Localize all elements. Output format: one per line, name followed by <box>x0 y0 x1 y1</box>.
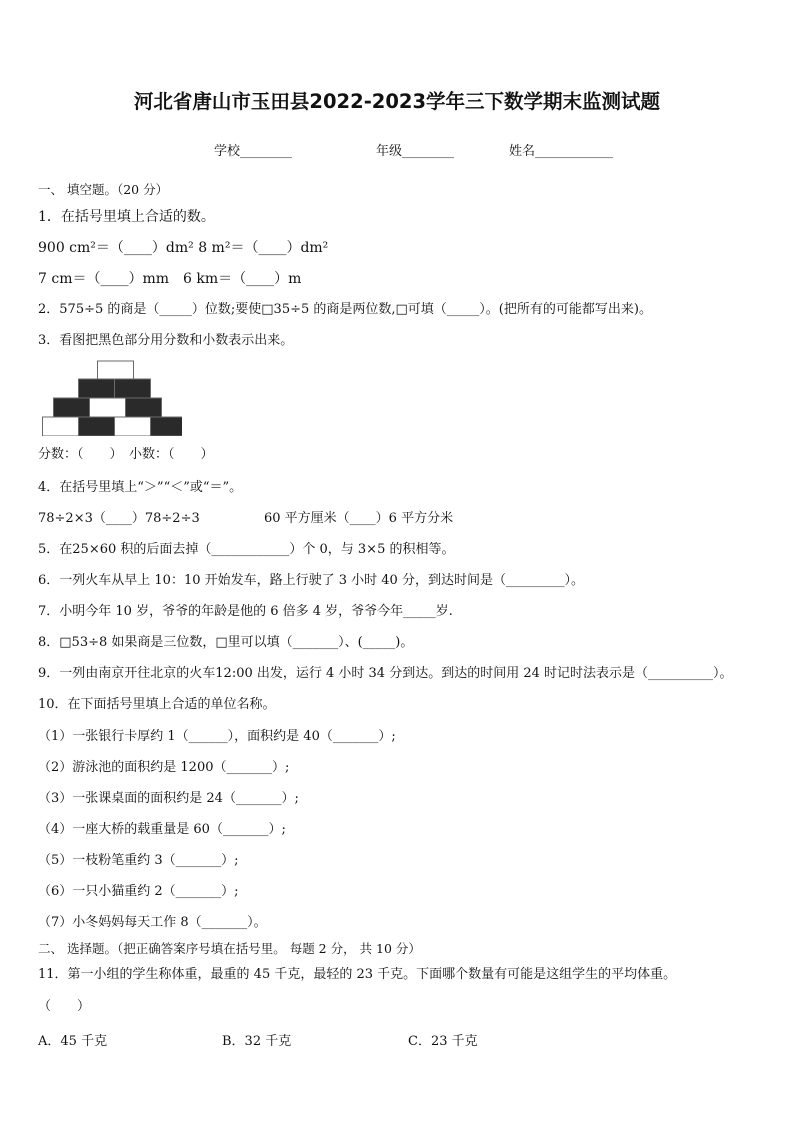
white-brick <box>90 398 126 417</box>
question-9: 9．一列由南京开往北京的火车12:00 出发，运行 4 小时 34 分到达。到达的时间用 24 时记时法表示是（__________）。 <box>38 666 733 681</box>
black-brick <box>79 379 115 398</box>
question-4-line-b: 60 平方厘米（____）6 平方分米 <box>264 511 454 526</box>
black-brick <box>54 398 90 417</box>
white-brick <box>98 361 134 380</box>
question-8: 8．□53÷8 如果商是三位数，□里可以填（_______）、(_____)。 <box>38 635 414 650</box>
question-10: 10．在下面括号里填上合适的单位名称。 <box>38 697 276 712</box>
question-1-line-1: 900 cm²＝（____）dm² 8 m²＝（____）dm² <box>38 240 329 256</box>
question-3-answer: 分数：（ ） 小数：（ ） <box>38 447 214 462</box>
question-5: 5．在25×60 积的后面去掉（____________）个 0，与 3×5 的积相等。 <box>38 542 455 557</box>
brick-figure <box>42 360 182 436</box>
school-field: 学校________ <box>214 144 293 159</box>
question-10-item: （2）游泳池的面积约是 1200（_______）; <box>38 760 290 775</box>
question-6: 6．一列火车从早上 10：10 开始发车，路上行驶了 3 小时 40 分，到达时间是（_________）。 <box>38 573 584 588</box>
question-10-item: （7）小冬妈妈每天工作 8（_______）。 <box>38 915 267 930</box>
black-brick <box>115 379 151 398</box>
white-brick <box>43 417 79 436</box>
black-brick <box>126 398 162 417</box>
question-2: 2．575÷5 的商是（_____）位数;要使□35÷5 的商是两位数,□可填（_____）。(把所有的可能都写出来)。 <box>38 302 652 317</box>
question-10-item: （3）一张课桌面的面积约是 24（_______）; <box>38 791 299 806</box>
section-heading-choice: 二、 选择题。（把正确答案序号填在括号里。 每题 2 分， 共 10 分） <box>38 941 421 956</box>
page-title: 河北省唐山市玉田县2022-2023学年三下数学期末监测试题 <box>133 90 661 113</box>
brick-group <box>43 361 183 436</box>
question-10-item: （6）一只小猫重约 2（_______）; <box>38 884 239 899</box>
question-1: 1．在括号里填上合适的数。 <box>38 209 215 225</box>
question-10-item: （5）一枝粉笔重约 3（_______）; <box>38 853 239 868</box>
question-1-line-2: 7 cm＝（____）mm 6 km＝（____）m <box>38 271 302 287</box>
black-brick <box>151 417 183 436</box>
name-field: 姓名____________ <box>509 144 614 159</box>
question-3: 3．看图把黑色部分用分数和小数表示出来。 <box>38 333 294 348</box>
question-7: 7．小明今年 10 岁，爷爷的年龄是他的 6 倍多 4 岁，爷爷今年_____岁. <box>38 604 453 619</box>
question-11-paren: （ ） <box>38 999 91 1014</box>
question-4-line-a: 78÷2×3（____）78÷2÷3 <box>38 511 200 526</box>
option-b: B．32 千克 <box>222 1034 292 1049</box>
black-brick <box>79 417 115 436</box>
question-11: 11．第一小组的学生称体重，最重的 45 千克，最轻的 23 千克。下面哪个数量有可能是这组学生的平均体重。 <box>38 967 677 982</box>
grade-field: 年级________ <box>376 144 455 159</box>
question-4: 4．在括号里填上“＞”“＜”或“＝”。 <box>38 480 243 495</box>
option-c: C．23 千克 <box>408 1034 478 1049</box>
option-a: A．45 千克 <box>38 1034 108 1049</box>
white-brick <box>115 417 151 436</box>
question-10-item: （1）一张银行卡厚约 1（______），面积约是 40（_______）; <box>38 729 396 744</box>
section-heading-fill-blank: 一、 填空题。（20 分） <box>38 182 169 197</box>
question-10-item: （4）一座大桥的载重量是 60（_______）; <box>38 822 286 837</box>
